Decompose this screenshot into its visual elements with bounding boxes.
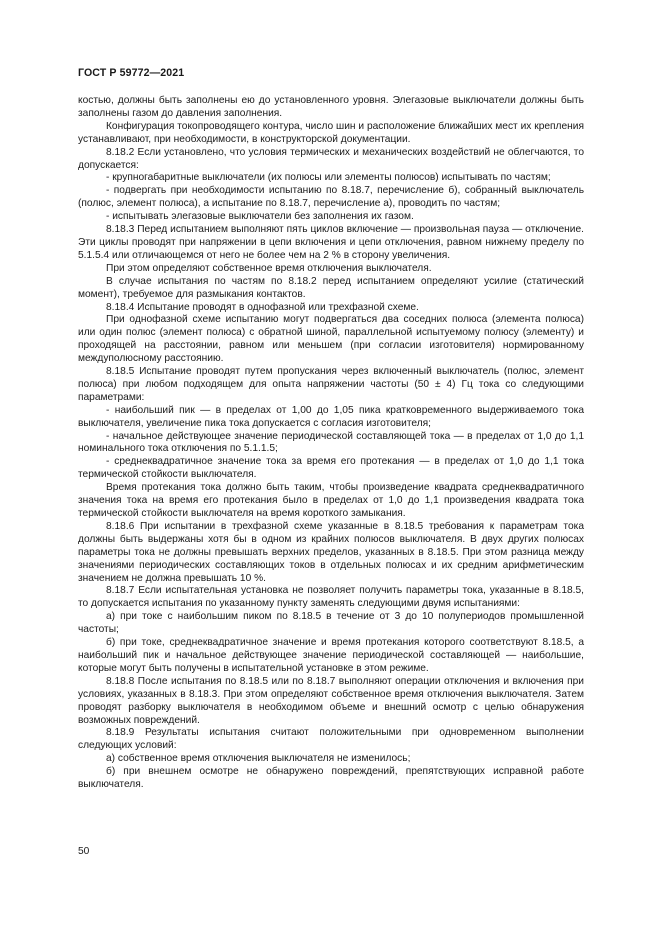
- paragraph: - среднеквадратичное значение тока за время его протекания — в пределах от 1,0 до 1,1 тока термической стойкости выключателя.: [78, 456, 584, 481]
- paragraph: - испытывать элегазовые выключатели без заполнения их газом.: [106, 211, 414, 223]
- paragraph: - начальное действующее значение периодической составляющей тока — в пределах от 1,0 до 1,1 номинального тока отключения по 5.1.1.5;: [78, 430, 584, 455]
- paragraph: При однофазной схеме испытанию могут подвергаться два соседних полюса (элемента полюса) или один полюс (элемент полюса) с обратной шиной, параллельной испытуемому полюсу (элементу) и проходящей на расстоянии, равном или меньшем (при согласии изготовителя) нормированному междуполюсному расстоянию.: [78, 314, 584, 365]
- paragraph: 8.18.5 Испытание проводят путем пропускания через включенный выключатель (полюс, элемент полюса) при любом подходящем для опыта напряжении частоты (50 ± 4) Гц тока со следующими параметрами:: [78, 366, 584, 403]
- paragraph: Время протекания тока должно быть таким, чтобы произведение квадрата среднеквадратичного значения тока на время его протекания было в пределах от 1,0 до 1,1 произведения квадрата тока термической стойкости выключателя на время короткого замыкания.: [78, 482, 584, 519]
- document-header: ГОСТ Р 59772—2021: [78, 67, 185, 79]
- paragraph: 8.18.9 Результаты испытания считают положительными при одновременном выполнении следующих условий:: [78, 727, 584, 752]
- page-number: 50: [78, 846, 90, 857]
- paragraph: 8.18.7 Если испытательная установка не позволяет получить параметры тока, указанные в 8.18.5, то допускается испытания по указанному пункту заменять следующими двумя испытаниями:: [78, 585, 584, 610]
- paragraph: 8.18.6 При испытании в трехфазной схеме указанные в 8.18.5 требования к параметрам тока должны быть выдержаны хотя бы в одном из крайних полюсов выключателя. В двух других полюсах параметры тока не должны превышать верхних пределов, указанных в 8.18.5. При этом разница между значениями периодических составляющих токов в отдельных полюсах и их средним арифметическим значением не должна превышать 10 %.: [78, 520, 584, 584]
- paragraph: а) при токе с наибольшим пиком по 8.18.5 в течение от 3 до 10 полупериодов промышленной частоты;: [78, 611, 584, 636]
- paragraph: 8.18.4 Испытание проводят в однофазной или трехфазной схеме.: [106, 301, 419, 313]
- paragraph: 8.18.8 После испытания по 8.18.5 или по 8.18.7 выполняют операции отключения и включения при условиях, указанных в 8.18.3. При этом определяют собственное время отключения выключателя. Затем проводят разборку выключателя в необходимом объеме и внешний осмотр с целью обнаружения возможных повреждений.: [78, 675, 584, 726]
- paragraph: б) при внешнем осмотре не обнаружено повреждений, препятствующих исправной работе выключателя.: [78, 766, 584, 791]
- paragraph: б) при токе, среднеквадратичное значение и время протекания которого соответствуют 8.18.5, а наибольший пик и начальное действующее значение периодической составляющей — наибольшие, которые могут быть получены в испытательной установке в этом режиме.: [78, 637, 584, 674]
- paragraph: В случае испытания по частям по 8.18.2 перед испытанием определяют усилие (статический момент), требуемое для размыкания контактов.: [78, 275, 584, 300]
- paragraph: - крупногабаритные выключатели (их полюсы или элементы полюсов) испытывать по частям;: [106, 172, 551, 184]
- paragraph: - подвергать при необходимости испытанию по 8.18.7, перечисление б), собранный выключатель (полюс, элемент полюса), а испытание по 8.18.7, перечисление а), проводить по частям;: [78, 185, 584, 210]
- paragraph: а) собственное время отключения выключателя не изменилось;: [106, 753, 411, 765]
- paragraph: - наибольший пик — в пределах от 1,00 до 1,05 пика кратковременного выдерживаемого тока выключателя, увеличение пика тока допускается с согласия изготовителя;: [78, 404, 584, 429]
- paragraph: При этом определяют собственное время отключения выключателя.: [106, 262, 432, 274]
- document-body: [78, 95, 584, 792]
- paragraph: 8.18.3 Перед испытанием выполняют пять циклов включение — произвольная пауза — отключение. Эти циклы проводят при напряжении в цепи включения и цепи отключения, равном нижнему пределу по 5.1.5.4 или отличающемся от него не более чем на 2 % в сторону увеличения.: [78, 224, 584, 261]
- paragraph: 8.18.2 Если установлено, что условия термических и механических воздействий не облегчаются, то допускается:: [78, 146, 584, 171]
- paragraph: Конфигурация токопроводящего контура, число шин и расположение ближайших мест их крепления устанавливают, при необходимости, в конструкторской документации.: [78, 120, 584, 145]
- paragraph: костью, должны быть заполнены ею до установленного уровня. Элегазовые выключатели должны быть заполнены газом до давления заполнения.: [78, 95, 584, 119]
